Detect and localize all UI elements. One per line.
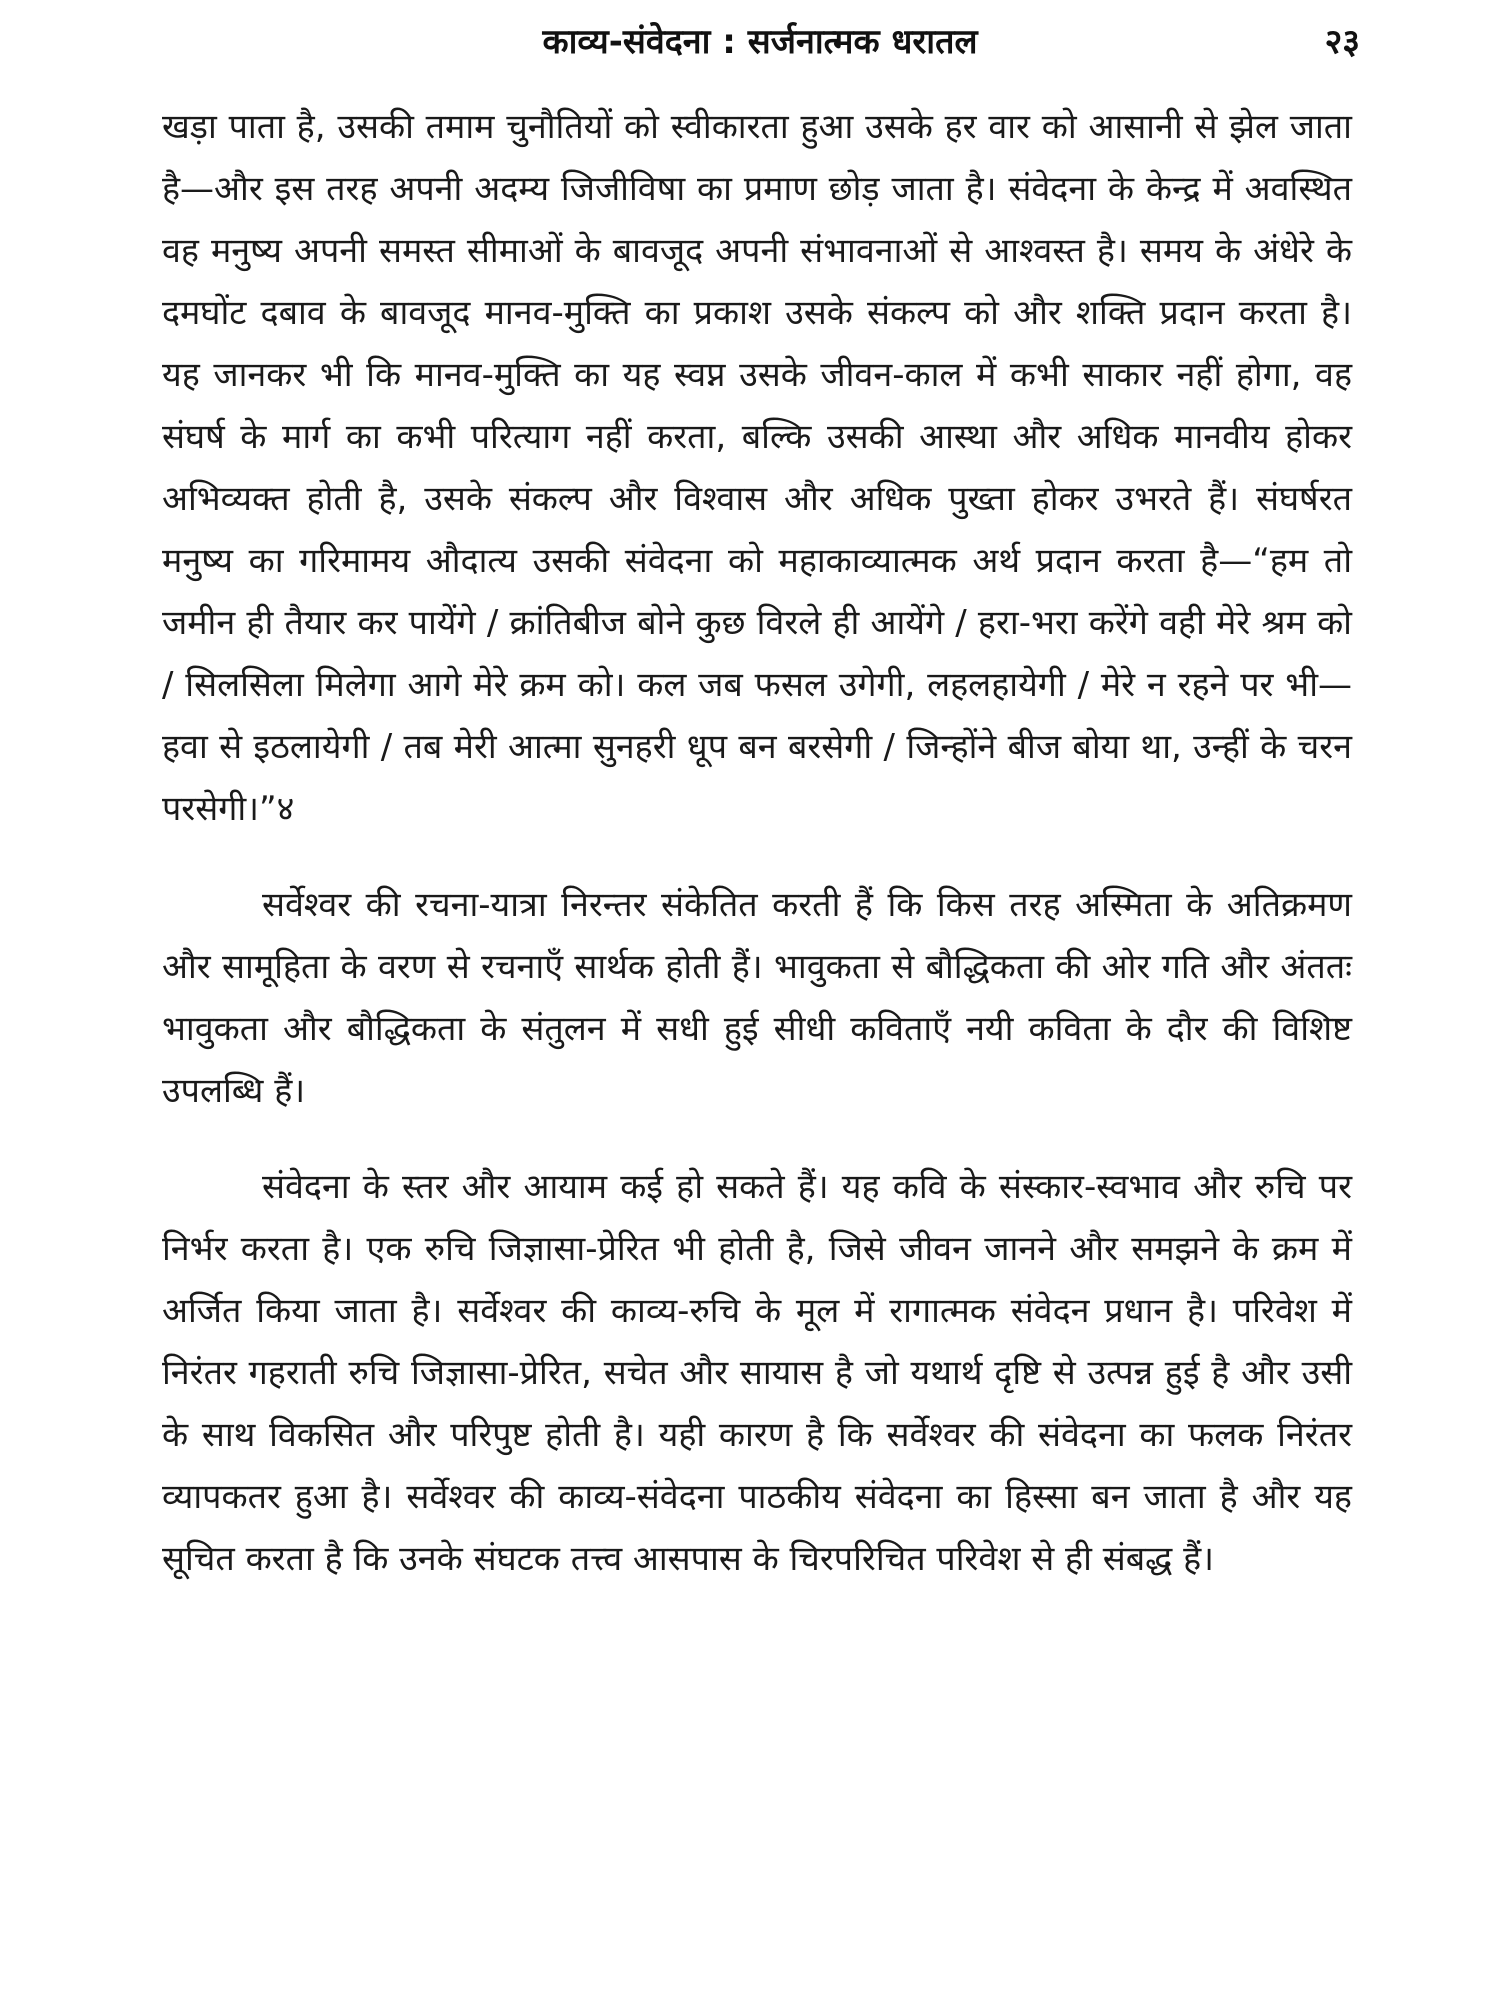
paragraph-continued: खड़ा पाता है, उसकी तमाम चुनौतियों को स्वीकारता हुआ उसके हर वार को आसानी से झेल जाता है—और इस तरह अपनी अदम्य जिजीविषा का प्रमाण छोड़ जाता है। संवेदना के केन्द्र में अवस्थित वह मनुष्य अपनी समस्त सीमाओं के बावजूद अपनी संभावनाओं से आश्वस्त है। समय के अंधेरे के दमघोंट दबाव के बावजूद मानव-मुक्ति का प्रकाश उसके संकल्प को और शक्ति प्रदान करता है। यह जानकर भी कि मानव-मुक्ति का यह स्वप्न उसके जीवन-काल में कभी साकार नहीं होगा, वह संघर्ष के मार्ग का कभी परित्याग नहीं करता, बल्कि उसकी आस्था और अधिक मानवीय होकर अभिव्यक्त होती है, उसके संकल्प और विश्वास और अधिक पुख्ता होकर उभरते हैं। संघर्षरत मनुष्य का गरिमामय औदात्य उसकी संवेदना को महाकाव्यात्मक अर्थ प्रदान करता है—“हम तो जमीन ही तैयार कर पायेंगे / क्रांतिबीज बोने कुछ विरले ही आयेंगे / हरा-भरा करेंगे वही मेरे श्रम को / सिलसिला मिलेगा आगे मेरे क्रम को। कल जब फसल उगेगी, लहलहायेगी / मेरे न रहने पर भी—हवा से इठलायेगी / तब मेरी आत्मा सुनहरी धूप बन बरसेगी / जिन्होंने बीज बोया था, उन्हीं के चरन परसेगी।”४ — [162, 107, 1352, 829]
page-header — [160, 12, 1360, 72]
paragraph-samvedna-star: संवेदना के स्तर और आयाम कई हो सकते हैं। यह कवि के संस्कार-स्वभाव और रुचि पर निर्भर करता है। एक रुचि जिज्ञासा-प्रेरित भी होती है, जिसे जीवन जानने और समझने के क्रम में अर्जित किया जाता है। सर्वेश्वर की काव्य-रुचि के मूल में रागात्मक संवेदन प्रधान है। परिवेश में निरंतर गहराती रुचि जिज्ञासा-प्रेरित, सचेत और सायास है जो यथार्थ दृष्टि से उत्पन्न हुई है और उसी के साथ विकसित और परिपुष्ट होती है। यही कारण है कि सर्वेश्वर की संवेदना का फलक निरंतर व्यापकतर हुआ है। सर्वेश्वर की काव्य-संवेदना पाठकीय संवेदना का हिस्सा बन जाता है और यह सूचित करता है कि उनके संघटक तत्त्व आसपास के चिरपरिचित परिवेश से ही संबद्ध हैं। — [162, 1167, 1352, 1579]
running-title: काव्य-संवेदना : सर्जनात्मक धरातल — [542, 22, 978, 62]
paragraph-gap — [162, 1122, 1352, 1156]
body-text — [162, 96, 1352, 1590]
paragraph-gap — [162, 840, 1352, 874]
page-number: २३ — [1324, 22, 1360, 62]
paragraph-rachna-yatra: सर्वेश्वर की रचना-यात्रा निरन्तर संकेतित करती हैं कि किस तरह अस्मिता के अतिक्रमण और सामूहिता के वरण से रचनाएँ सार्थक होती हैं। भावुकता से बौद्धिकता की ओर गति और अंततः भावुकता और बौद्धिकता के संतुलन में सधी हुई सीधी कविताएँ नयी कविता के दौर की विशिष्ट उपलब्धि हैं। — [162, 885, 1352, 1111]
